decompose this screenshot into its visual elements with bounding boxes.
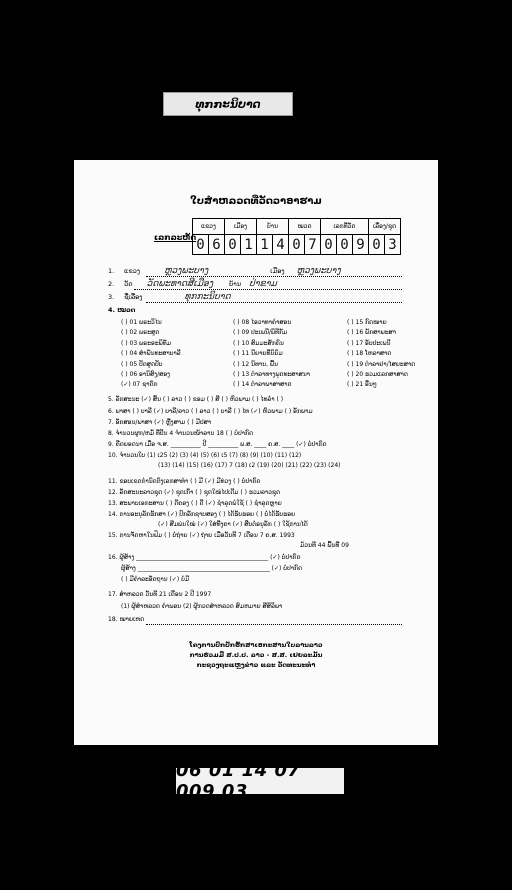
category-option: ( ) 02 ພຣະສູດ <box>121 329 160 337</box>
category-option: ( ) 11 ນີຍາຍທີ່ນິຍົມ <box>233 350 283 358</box>
footer-line: ໂຄງການປົກປັກຮັກສາເອກະສານໃບລານລາວ <box>189 641 323 649</box>
category-option: ( ) 01 ພຣະວິໄນ <box>121 319 162 326</box>
microfilm-row-2: ມ້ວນທີ 44 ພື້ນທີ່ 09 <box>300 542 349 549</box>
leaf-count-row: 10. ຈຳນວນໃບ (1) ເ25 (2) (3) (4) (5) (6) ເ5 (7) (8) (9) (10) (11) (12) <box>108 452 302 459</box>
grid-header-district: ເມືອງ <box>225 219 257 235</box>
conservation-row: 14. ການອະນຸລັກຮັກສາ (✓) ປົກລັກຊາບສອງ ( ) ໄດ້ຮັບຮອຍ ( ) ບໍ່ໄດ້ຮັບຮອຍ <box>108 511 296 518</box>
category-option: ( ) 08 ໄອວາທາຄຳສອນ <box>233 319 292 326</box>
field-value: ທຸກກະນິບາດ <box>184 292 231 302</box>
grid-digit: 3 <box>385 235 401 255</box>
field-value: ຫຼວງພະບາງ <box>296 266 341 276</box>
remarks-row: 18. ໝາຍເຫດ <box>108 616 145 623</box>
grid-digit: 0 <box>369 235 385 255</box>
field-temple-row <box>108 279 277 289</box>
category-option: ( ) 13 ຕຳລາທາງພຸດທະສາສນາ <box>233 371 311 379</box>
category-option: ( ) 12 ນິທານ, ພື້ນ <box>233 360 278 368</box>
grid-digit: 1 <box>241 235 257 255</box>
surveyor-row: (1) ຜູ້ສຳຫລວດ ຄຳພອນ (2) ຜູ້ກວດສຳຫລວດ ສົມຫມາຍ ສີສິລິພາ <box>121 603 283 610</box>
field-label: ຊື່ເລື່ອງ <box>124 293 143 301</box>
grid-header-category: ໝວດ <box>289 219 321 235</box>
category-heading: 4. ໝວດ <box>108 306 136 314</box>
author-row: 16. ຜູ້ສ້າງ ____________________________________________ (✓) ບໍ່ປາກົດ <box>108 554 301 561</box>
field-value: ວັດພະທາດສີເມືອງ <box>146 279 214 289</box>
form-footer <box>74 640 438 670</box>
dotted-line <box>146 624 402 625</box>
script-row: 5. ລັກສະນະ (✓) ສິ້ນ ( ) ລາວ ( ) ຂອມ ( ) ສີ ( ) ຫົວພາມ ( ) ໄທລ໋າ ( ) <box>108 396 284 403</box>
field-value: ປ່າຂາມ <box>249 279 277 289</box>
grid-digit: 1 <box>257 235 273 255</box>
field-number: 1. <box>108 267 115 275</box>
form-title: ໃບສຳຫລວດທີ່ວັດວາອາຮາມ <box>190 196 322 207</box>
material-row: 7. ອັກສອນ/ພາສາ (✓) ຫຼີ່ງສາມ ( ) ມີປສາ <box>108 419 212 426</box>
dotted-line <box>146 302 402 303</box>
field-province-row <box>108 266 341 276</box>
category-option: (✓) 07 ຊາດົກ <box>121 381 158 389</box>
code-label: ເລກລະຫັດ <box>154 233 197 242</box>
category-column <box>121 318 241 391</box>
footer-line: ກະຊວງຖະແຫຼງຂ່າວ ແລະ ວັດທະນະທຳ <box>196 661 316 669</box>
dotted-line <box>146 276 402 277</box>
code-grid <box>192 218 401 255</box>
category-option: ( ) 16 ພັກສາພະສາ <box>347 329 396 337</box>
field-number: 3. <box>108 293 115 301</box>
grid-digit: 7 <box>305 235 321 255</box>
category-option: ( ) 14 ຕຳລາພາສາສາດ <box>233 381 292 389</box>
field-label: ວັດ <box>124 280 133 288</box>
grid-digit: 4 <box>273 235 289 255</box>
survey-form-sheet <box>74 160 438 745</box>
field-number: 2. <box>108 280 115 288</box>
category-column <box>347 318 427 391</box>
category-option: ( ) 05 ປັດສູດປັບ <box>121 360 163 368</box>
field-label: ບ້ານ <box>229 280 241 288</box>
category-option: ( ) 15 ກົດໝາຍ <box>347 319 387 326</box>
category-option: ( ) 21 ອື່ນໆ <box>347 381 377 389</box>
category-option: ( ) 10 ສົມມະສັກຄົນ <box>233 339 284 347</box>
category-option: ( ) 04 ສຳພັນທະສາບາລີ <box>121 350 181 358</box>
grid-digit: 0 <box>193 235 209 255</box>
category-option: ( ) 09 ປະເພນີ/ພິທີກັມ <box>233 329 288 337</box>
bundle-type-row: 12. ລັກສະນະລາວຊຸດ (✓) ຊຸດເກົ່າ ( ) ຊຸດໃໝ່ໄປເດີມ ( ) ຮວມລາວຊຸດ <box>108 489 281 496</box>
grid-digit: 6 <box>209 235 225 255</box>
grid-digit: 0 <box>321 235 337 255</box>
category-option: ( ) 03 ພຣະອະພິທັມ <box>121 339 171 347</box>
category-option: ( ) 20 ຮວມແລກສາສາດ <box>347 371 408 379</box>
footer-line: ການຮ່ວມມື ສ.ປ.ປ. ລາວ - ສ.ສ. ເຢຍລະມັນ <box>189 651 323 659</box>
grid-digit: 0 <box>289 235 305 255</box>
category-option: ( ) 19 ຕຳລາຢາ/ໄສຍະສາດ <box>347 360 416 368</box>
conservation-row-2: (✓) ສີມພ່ນໃໝ່ (✓) ໃສ່ທີ່ງຄາ (✓) ສືບຕໍ່ອນຸລັກ ( ) ໃຊ້ການໄດ້ <box>158 521 308 528</box>
survey-date-row: 17. ສຳຫລວດ ວັນທີ 21 ເດືອນ 2 ປີ 1997 <box>108 591 212 598</box>
copyist-row: ຜູ້ສ້າງ ____________________________________________ (✓) ບໍ່ປາກົດ <box>121 565 303 572</box>
manuscript-title-label: ທຸກກະນິບາດ <box>163 92 293 116</box>
language-row: 6. ພາສາ ( ) ບາລີ (✓) ບາລີ/ລາວ ( ) ລາວ ( ) ບາລີ ( ) ໄທ (✓) ຫົວພາມ ( ) ອັກພາມ <box>108 408 313 415</box>
bundle-count-row: 8. ຈຳນວນຜູກ/ຫມໍ້ ທີ່ປັນ 4 ຈຳນວນໜ້າລານ 18 ( ) ບໍ່ປາກົດ <box>108 430 254 437</box>
grid-digit: 0 <box>225 235 241 255</box>
category-column <box>233 318 353 391</box>
grid-header-village: ບ້ານ <box>257 219 289 235</box>
grid-header-volume: ເລື່ອງ/ຊຸດ <box>369 219 401 235</box>
grid-header-province: ແຂວງ <box>193 219 225 235</box>
border-row: 11. ຂອບເຂດກຳນົດຕົງເລກສາທຳ ( ) ມີ (✓) ມີທ່ວງ ( ) ບໍ່ປາກົດ <box>108 478 261 485</box>
condition-row: 13. ສະພາບເອກະສານ ( ) ດີຄອງ ( ) ດີ (✓) ຊຳລຸດພໍໃຊ້ ( ) ຊຳລຸດຫຼາຍ <box>108 500 282 507</box>
category-option: ( ) 18 ໂຫລາສາດ <box>347 350 392 358</box>
manuscript-code-banner: 06 01 14 07 009 03 <box>176 768 344 794</box>
grid-digit: 0 <box>337 235 353 255</box>
dotted-line <box>134 289 402 290</box>
grid-digit: 9 <box>353 235 369 255</box>
field-label: ແຂວງ <box>124 267 141 275</box>
colophon-row: ( ) ມີຄຳລະອັດຖານ (✓) ບໍ່ມີ <box>121 576 190 583</box>
field-label: ເມືອງ <box>270 267 285 275</box>
category-option: ( ) 17 ອັບປະເພນີ <box>347 339 391 347</box>
category-option: ( ) 06 ອານິສົງ/ສອງ <box>121 371 171 379</box>
field-value: ຫຼວງພະບາງ <box>164 266 209 276</box>
field-title-row <box>108 292 231 302</box>
leaf-count-row-2: (13) (14) (15) (16) (17) 7 (18) ເ2 (19) (20) (21) (22) (23) (24) <box>158 462 341 469</box>
grid-header-number: ເລກທີ່ວັດ <box>321 219 369 235</box>
date-written-row: 9. ຄືດຍອດນາ ເມື່ອ ຈ.ສ. __________ ປີ __________ ພ.ສ. ____ ຄ.ສ. ____ (✓) ບໍ່ປາກົດ <box>108 441 327 448</box>
microfilm-row: 15. ການຈັດຫາໃນຟິມ ( ) ບໍ່ຖ່າຍ (✓) ຖ່າຍ ເມື່ອວັນທີ 7 ເດືອນ 7 ຄ.ສ. 1993 <box>108 532 295 539</box>
